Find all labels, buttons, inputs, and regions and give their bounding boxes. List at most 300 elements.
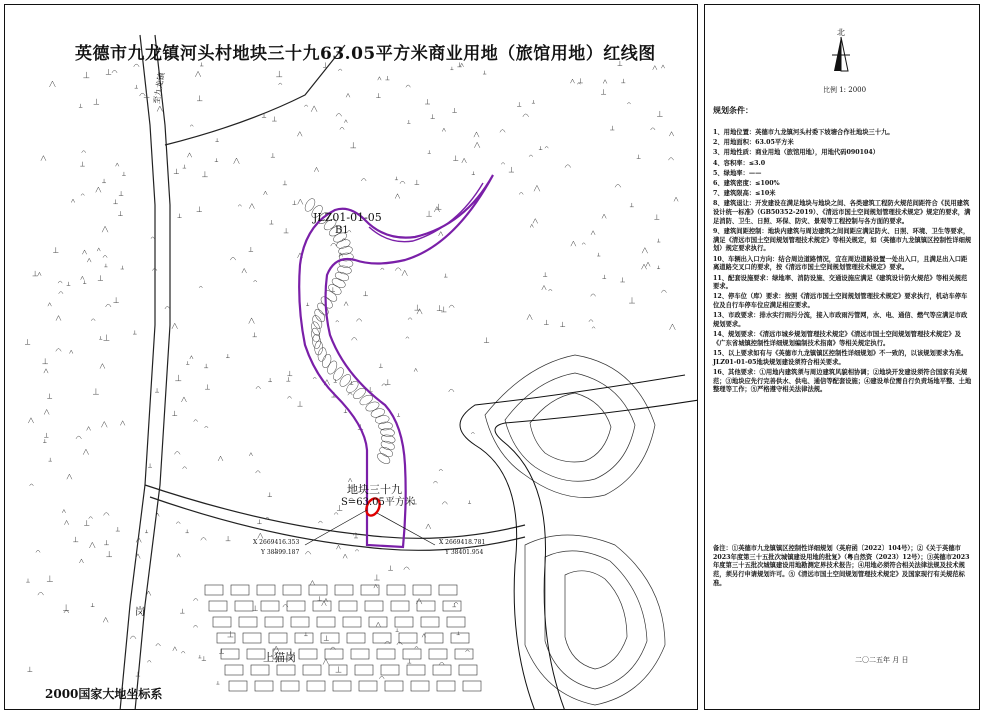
terrain-symbol [249, 318, 255, 324]
terrain-symbol [408, 318, 412, 320]
building [209, 601, 227, 611]
terrain-symbol [544, 320, 549, 325]
terrain-symbol [298, 401, 303, 406]
terrain-symbol [181, 651, 185, 653]
building [407, 665, 425, 675]
building [235, 601, 253, 611]
terrain-symbol [67, 474, 72, 479]
terrain-symbol [199, 286, 202, 288]
terrain-symbol [426, 211, 431, 216]
terrain-symbol [310, 580, 314, 584]
red-coord-y-left: Y 38399.187 [261, 549, 300, 556]
terrain-symbol [500, 130, 505, 133]
terrain-symbol [331, 287, 335, 291]
terrain-symbol [395, 268, 401, 271]
terrain-symbol [597, 253, 600, 256]
building [443, 601, 461, 611]
coordinate-system-label: 2000国家大地坐标系 [45, 687, 163, 701]
building [377, 649, 395, 659]
terrain-symbol [47, 576, 53, 582]
terrain-symbol [76, 436, 82, 439]
info-panel [704, 4, 980, 710]
terrain-symbol [621, 79, 625, 83]
terrain-symbol [177, 554, 180, 557]
terrain-symbol [195, 71, 201, 77]
terrain-symbol [190, 356, 193, 359]
terrain-symbol [218, 456, 223, 461]
terrain-symbol [249, 203, 254, 208]
note-16: 16、其他要求：①用地内建筑须与周边建筑风貌相协调；②地块开发建设须符合国家有关规范；③地块应先行完善供水、供电、通信等配套设施；④建设单位需自行负责场地平整、土地整理等工作；⑤严格遵守相关法律法规。 [713, 369, 972, 394]
building [451, 633, 469, 643]
terrain-symbol [417, 309, 422, 314]
terrain-symbol [180, 609, 184, 613]
terrain-symbol [444, 274, 447, 277]
terrain-symbol [340, 127, 344, 129]
terrain-symbol [41, 156, 46, 161]
terrain-symbol [346, 93, 350, 97]
terrain-symbol [102, 226, 108, 232]
terrain-symbol [134, 64, 140, 67]
building [417, 601, 435, 611]
terrain-symbol [234, 158, 240, 164]
terrain-symbol [318, 521, 322, 523]
terrain-symbol [96, 187, 101, 192]
note-14: 14、规划要求：《清远市城乡规划管理技术规定》《清远市国土空间规划管理技术规定》及《广东省城镇控制性详细规划编制技术指南》等相关规定执行。 [713, 331, 962, 347]
building [399, 633, 417, 643]
terrain-symbol [629, 297, 635, 303]
terrain-symbol [201, 538, 207, 541]
terrain-symbol [549, 289, 552, 291]
terrain-symbol [305, 551, 311, 554]
terrain-symbol [130, 636, 136, 639]
terrain-symbol [256, 387, 261, 389]
building [283, 585, 301, 595]
note-8: 8、建筑退让：开发建设在满足地块与地块之间、各类建筑工程防火规范间距符合《民用建筑设计统一标准》（GB50352-2019）、《清远市国土空间规划管理技术规定》规定的要求，满足消防、卫生、日照、环保、防灾、景观等工程控制与各方面的要求。 [713, 200, 971, 225]
terrain-symbol [155, 388, 159, 392]
north-arrow-half-filled [834, 37, 841, 71]
terrain-symbol [529, 155, 533, 157]
terrain-symbol [44, 369, 48, 373]
hill-contours [485, 355, 665, 705]
building [295, 633, 313, 643]
plot-name-label: 地块三十九 [347, 483, 402, 496]
building [243, 633, 261, 643]
terrain-symbol [113, 297, 118, 302]
terrain-symbol [297, 132, 302, 137]
terrain-symbol [33, 271, 38, 276]
note-11: 11、配套设施要求：绿地率、消防设施、交通设施应满足《建筑设计防火规范》等相关规范要求。 [713, 274, 968, 291]
terrain-symbol [177, 214, 181, 218]
terrain-symbol [602, 275, 606, 279]
terrain-symbol [534, 185, 540, 191]
terrain-symbol [172, 323, 178, 329]
terrain-symbol [331, 243, 337, 246]
note-7: 7、建筑限高：≤10米 [713, 190, 776, 198]
building [333, 681, 351, 691]
terrain-symbol [276, 71, 282, 77]
terrain-symbol [414, 368, 417, 371]
building [429, 649, 447, 659]
terrain-symbol [589, 320, 593, 322]
terrain-symbol [64, 610, 69, 613]
hill-contour-south [525, 535, 665, 705]
terrain-symbol [112, 70, 117, 73]
terrain-symbol [44, 409, 49, 414]
terrain-symbol [81, 194, 84, 196]
terrain-symbol [395, 194, 400, 199]
terrain-symbol [379, 364, 383, 368]
terrain-symbol [268, 492, 272, 496]
terrain-symbol [43, 439, 46, 442]
terrain-symbol [657, 266, 660, 269]
terrain-symbol [122, 172, 126, 176]
building [447, 617, 465, 627]
building [387, 585, 405, 595]
terrain-symbol [314, 167, 318, 171]
terrain-symbol [116, 527, 120, 531]
river [460, 375, 698, 710]
note-1: 1、用地位置：英德市九龙镇河头村委下坡塘合作社地块三十九。 [713, 129, 894, 136]
terrain-symbol [165, 306, 170, 309]
terrain-symbol [483, 71, 486, 74]
terrain-symbol [530, 224, 533, 227]
terrain-symbol [103, 255, 107, 257]
terrain-symbol [602, 214, 606, 218]
terrain-symbol [344, 409, 347, 412]
terrain-symbol [148, 463, 152, 467]
terrain-symbol [474, 142, 480, 148]
terrain-symbol [657, 239, 660, 242]
terrain-symbol [71, 199, 74, 202]
terrain-symbol [136, 672, 140, 676]
building [439, 585, 457, 595]
building [365, 601, 383, 611]
plot-class-label: B1 [335, 225, 349, 236]
red-coord-x-right: X 2669418.781 [439, 539, 486, 546]
terrain-symbol [428, 150, 431, 153]
terrain-symbol [350, 142, 356, 148]
terrain-symbol [30, 484, 34, 486]
terrain-symbol [336, 545, 340, 549]
terrain-symbol [249, 247, 253, 251]
terrain-symbol [533, 219, 538, 224]
terrain-symbol [560, 322, 565, 327]
building [325, 649, 343, 659]
terrain-symbol [38, 592, 44, 595]
hill-contour-south-inner [545, 551, 647, 689]
terrain-symbol [449, 305, 454, 308]
terrain-symbol [334, 513, 338, 515]
terrain-symbol [197, 207, 202, 212]
terrain-symbol [484, 337, 489, 342]
terrain-symbol [28, 418, 33, 423]
terrain-symbol [344, 120, 347, 123]
north-label: 北 [837, 28, 845, 37]
terrain-symbol [591, 294, 596, 296]
terrain-symbol [174, 452, 180, 455]
terrain-symbol [637, 155, 641, 159]
terrain-symbol [462, 158, 467, 163]
building [309, 585, 327, 595]
building [205, 585, 223, 595]
terrain-symbol [59, 292, 63, 294]
terrain-symbol [38, 272, 41, 275]
terrain-symbol [63, 604, 69, 610]
road-south [145, 485, 525, 538]
terrain-symbol [545, 147, 548, 149]
red-coord-y-right: Y 38401.954 [445, 549, 484, 556]
terrain-symbol [183, 165, 186, 168]
terrain-symbol [175, 375, 181, 381]
building [411, 681, 429, 691]
building [421, 617, 439, 627]
note-12: 12、停车位（库）要求：按照《清远市国土空间规划管理技术规定》要求执行，机动车停车位及自行车停车位应满足相应要求。 [713, 293, 968, 310]
note-2: 2、用地面积：63.05平方米 [713, 139, 794, 147]
terrain-symbol [382, 384, 387, 386]
field-symbol [326, 359, 339, 375]
terrain-symbol [298, 199, 303, 204]
building [255, 681, 273, 691]
terrain-symbol [344, 302, 348, 306]
field-symbol [321, 353, 333, 369]
terrain-symbol [591, 231, 595, 235]
terrain-symbol [135, 85, 138, 88]
building [303, 665, 321, 675]
terrain-symbol [425, 99, 430, 104]
building [403, 649, 421, 659]
building [385, 681, 403, 691]
terrain-symbol [83, 280, 86, 283]
terrain-symbol [396, 628, 399, 631]
terrain-symbol [385, 76, 389, 80]
terrain-symbol [242, 268, 247, 273]
building [299, 649, 317, 659]
terrain-symbol [119, 191, 123, 195]
terrain-symbol [642, 248, 648, 254]
building [361, 585, 379, 595]
terrain-symbol [338, 69, 342, 71]
terrain-symbol [283, 181, 287, 185]
note-3: 3、用地性质：商业用地（旅馆用地），用地代码090104） [713, 149, 880, 157]
terrain-symbol [181, 397, 186, 402]
terrain-symbol [472, 171, 475, 174]
building [231, 585, 249, 595]
building [351, 649, 369, 659]
terrain-symbol [442, 502, 447, 505]
terrain-symbol [94, 99, 99, 104]
terrain-symbol [336, 113, 342, 116]
terrain-symbol [172, 411, 177, 416]
north-arrow-icon [821, 25, 861, 77]
terrain-symbol [661, 290, 666, 293]
terrain-symbol [193, 625, 197, 627]
terrain-symbol [385, 379, 390, 384]
terrain-symbol [89, 517, 93, 519]
building [329, 665, 347, 675]
building [339, 601, 357, 611]
terrain-symbol [238, 205, 241, 207]
terrain-symbol [452, 603, 456, 607]
terrain-symbol [651, 128, 655, 130]
terrain-symbol [355, 550, 358, 552]
terrain-symbol [449, 389, 454, 392]
terrain-symbol [26, 579, 30, 583]
terrain-symbol [91, 319, 95, 321]
terrain-symbol [311, 106, 317, 112]
terrain-symbol [468, 500, 471, 503]
terrain-symbol [376, 93, 380, 97]
place-name-village: 上猫岗 [263, 651, 296, 664]
building [277, 665, 295, 675]
terrain-symbol [230, 257, 235, 260]
terrain-symbol [570, 79, 574, 83]
terrain-symbol [433, 481, 437, 483]
building [455, 649, 473, 659]
building [287, 601, 305, 611]
terrain-symbol [343, 554, 347, 558]
terrain-symbol [205, 426, 208, 428]
terrain-symbol [101, 421, 107, 427]
place-name-gang: 岗 [135, 607, 145, 618]
hill-contour-east [485, 355, 655, 498]
terrain-symbol [103, 617, 108, 622]
building [291, 617, 309, 627]
terrain-symbol [415, 647, 418, 649]
terrain-symbol [103, 335, 109, 341]
terrain-symbol [407, 120, 410, 123]
planning-notes [713, 129, 973, 397]
terrain-symbol [400, 181, 405, 184]
leader-left [305, 510, 367, 545]
field-symbol [375, 414, 390, 424]
terrain-symbol [269, 220, 273, 224]
terrain-symbol [615, 184, 621, 187]
terrain-symbol [381, 268, 384, 270]
building [239, 617, 257, 627]
terrain-symbol [198, 655, 201, 658]
terrain-symbol [256, 471, 261, 473]
building [437, 681, 455, 691]
date-label: 二〇二五年 月 日 [855, 656, 909, 664]
building [395, 617, 413, 627]
terrain-symbol [453, 156, 458, 161]
terrain-symbol [351, 337, 357, 340]
terrain-symbol [620, 277, 625, 282]
building [317, 617, 335, 627]
terrain-symbol [532, 100, 535, 103]
terrain-symbol [397, 413, 400, 416]
terrain-symbol [517, 102, 521, 106]
terrain-symbol [271, 153, 275, 157]
terrain-symbol [313, 377, 316, 379]
note-6: 6、建筑密度：≤100% [713, 180, 780, 188]
terrain-symbol [64, 520, 68, 524]
village-buildings [205, 585, 481, 691]
terrain-symbol [69, 350, 72, 353]
terrain-symbol [27, 667, 32, 672]
terrain-symbol [306, 303, 309, 306]
terrain-symbol [388, 566, 393, 571]
terrain-symbol [197, 95, 202, 100]
hill-contour-east-core [530, 393, 611, 462]
terrain-symbol [402, 270, 408, 276]
field-symbol [337, 265, 352, 275]
terrain-symbol [173, 647, 177, 651]
terrain-symbol [156, 644, 161, 646]
terrain-symbol [509, 167, 514, 172]
red-coord-x-left: X 2669416.353 [253, 539, 300, 546]
building [381, 665, 399, 675]
terrain-symbol [147, 660, 151, 662]
terrain-symbol [272, 117, 277, 122]
terrain-symbol [104, 540, 109, 545]
map-canvas [5, 5, 698, 710]
building [321, 633, 339, 643]
terrain-symbol [215, 158, 218, 161]
terrain-symbol [406, 85, 411, 87]
terrain-symbol [543, 272, 547, 276]
building [355, 665, 373, 675]
plot-code-label: JLZ01-01-05 [313, 211, 382, 224]
terrain-symbol [215, 138, 218, 141]
terrain-symbol [106, 304, 111, 307]
terrain-symbol [194, 420, 198, 422]
terrain-symbol [641, 264, 646, 269]
building [459, 665, 477, 675]
terrain-symbol [44, 433, 48, 437]
terrain-symbol [395, 177, 398, 180]
terrain-symbol [36, 550, 40, 552]
terrain-symbol [185, 529, 188, 532]
terrain-symbol [348, 393, 353, 395]
building [265, 617, 283, 627]
terrain-symbol [98, 275, 103, 280]
terrain-symbol [187, 153, 191, 157]
terrain-symbol [254, 280, 257, 282]
building [413, 585, 431, 595]
field-symbol [376, 451, 392, 465]
map-panel [4, 4, 698, 710]
terrain-symbol [378, 77, 381, 80]
terrain-symbol [120, 421, 125, 426]
terrain-symbol [542, 285, 546, 289]
roads [120, 35, 525, 710]
building [307, 681, 325, 691]
scale-label: 比例 1: 2000 [823, 86, 867, 94]
building [213, 617, 231, 627]
terrain-symbol [87, 427, 91, 431]
field-symbol [378, 445, 394, 458]
terrain-symbol [322, 601, 327, 606]
field-symbol [338, 373, 353, 389]
terrain-symbol [268, 378, 272, 382]
terrain-symbol [407, 659, 411, 663]
terrain-symbol [186, 361, 189, 364]
terrain-symbol [292, 201, 296, 205]
terrain-symbol [571, 241, 576, 246]
note-9: 9、建筑间距控制：地块内建筑与周边建筑之间间距应满足防火、日照、环境、卫生等要求，满足《清远市国土空间规划管理技术规定》等相关规定，如（英德市九龙镇镇区控制性详细规划）规定要求执行。 [713, 228, 972, 253]
terrain-symbol [174, 169, 179, 174]
note-4: 4、容积率：≤3.0 [713, 159, 766, 167]
terrain-symbol [397, 642, 403, 645]
terrain-symbol [42, 358, 47, 363]
terrain-symbol [176, 522, 180, 524]
building [463, 681, 481, 691]
map-title: 英德市九龙镇河头村地块三十九63.05平方米商业用地（旅馆用地）红线图 [75, 44, 656, 64]
terrain-symbol [363, 291, 368, 296]
terrain-symbol [62, 509, 65, 512]
terrain-symbol [253, 333, 257, 337]
